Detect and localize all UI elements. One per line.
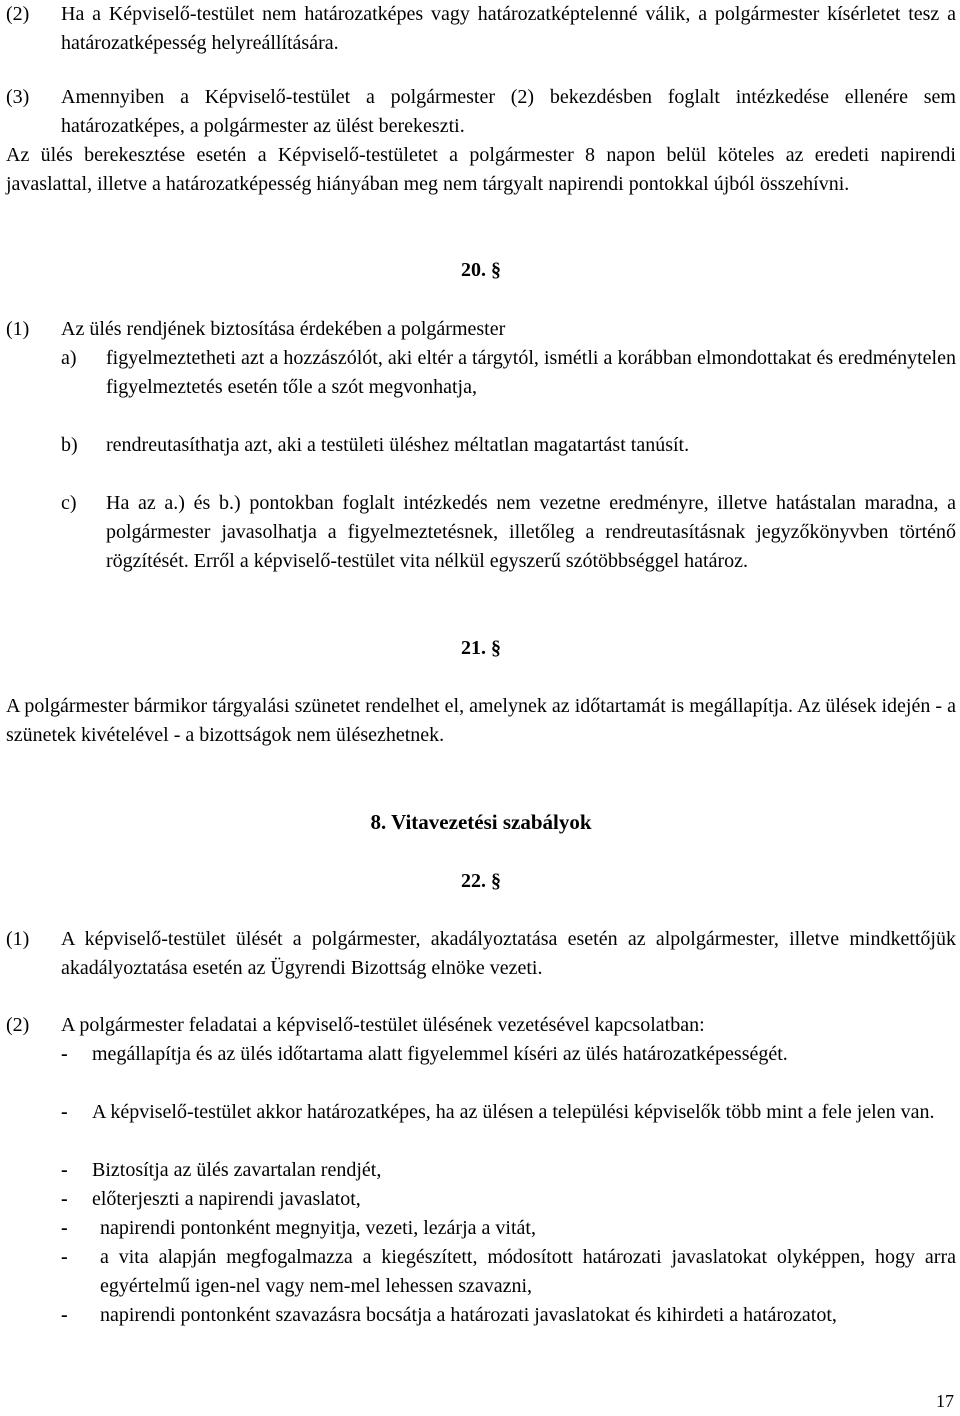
paragraph-number: (2) [6,3,30,25]
list-text: figyelmeztetheti azt a hozzászólót, aki eltér a tárgytól, ismétli a korábban elmondottakat és eredménytelen figyelmeztetés esetén tőle a szót megvonhatja, [106,347,956,398]
section-20-title [6,256,956,285]
dash-text: napirendi pontonként szavazásra bocsátja a határozati javaslatokat és kihirdeti a határozatot, [100,1304,837,1326]
dash-text: Biztosítja az ülés zavartalan rendjét, [92,1159,382,1181]
paragraph-number: (2) [6,1014,30,1036]
dash-item-5 [6,1214,956,1243]
chapter-8-heading [6,808,956,837]
dash-item-7 [6,1301,956,1330]
section-title: 20. § [461,259,501,281]
dash-text: a vita alapján megfogalmazza a kiegészített, módosított határozati javaslatokat olyképpen, hogy arra egyértelmű igen-nel vagy nem-mel lehessen szavazni, [100,1246,956,1297]
list-item-a [6,344,956,402]
paragraph-text: Ha a Képviselő-testület nem határozatképes vagy határozatképtelenné válik, a polgármester kísérletet tesz a határozatképesség helyreállítására. [61,3,956,54]
dash-bullet: - [61,1304,68,1326]
dash-item-6 [6,1243,956,1301]
dash-bullet: - [61,1101,68,1123]
list-text: rendreutasíthatja azt, aki a testületi üléshez méltatlan magatartást tanúsít. [106,434,690,456]
dash-text-content: A képviselő-testület akkor határozatképes, ha az ülésen a települési képviselők több mint a fele jelen van. [92,1101,935,1123]
dash-bullet: - [61,1246,68,1268]
paragraph-number: (1) [6,318,30,340]
section-22-paragraph-1 [6,925,956,983]
paragraph-number: (3) [6,86,30,108]
dash-item-3 [6,1156,956,1185]
paragraph-text [6,141,956,199]
chapter-heading: 8. Vitavezetési szabályok [370,810,592,834]
paragraph-19-2 [6,0,956,58]
list-text: Ha az a.) és b.) pontokban foglalt intézkedés nem vezetne eredményre, illetve hatástalan maradna, a polgármester javasolhatja a figyelmeztetésnek, illetőleg a rendreutasításnak jegyzőkönyvben történő rögzítését. Erről a képviselő-testület vita nélkül egyszerű szótöbbséggel határoz. [106,492,956,572]
paragraph-text: A képviselő-testület ülését a polgármester, akadályoztatása esetén az alpolgármester, illetve mindkettőjük akadályoztatása esetén az Ügyrendi Bizottság elnöke vezeti. [61,928,956,979]
paragraph-text: Amennyiben a Képviselő-testület a polgármester (2) bekezdésben foglalt intézkedése ellenére sem határozatképes, a polgármester az ülést berekeszti. [61,86,956,137]
paragraph-19-3-continuation [6,141,956,199]
paragraph-text: A polgármester bármikor tárgyalási szünetet rendelhet el, amelynek az időtartamát is megállapítja. Az ülések idején - a szünetek kivételével - a bizottságok nem ülésezhetnek. [6,695,956,746]
page-number: 17 [936,1391,954,1411]
section-20-paragraph-1 [6,315,956,344]
list-item-c [6,489,956,576]
dash-item-2 [6,1098,956,1127]
dash-bullet: - [61,1159,68,1181]
list-item-b [6,431,956,460]
paragraph-19-3 [6,83,956,141]
dash-text: előterjeszti a napirendi javaslatot, [92,1188,361,1210]
dash-text: megállapítja és az ülés időtartama alatt figyelemmel kíséri az ülés határozatképességét. [92,1043,788,1065]
dash-bullet: - [61,1217,68,1239]
list-letter: a) [61,347,77,369]
section-22-paragraph-2 [6,1011,956,1040]
paragraph-intro: Az ülés rendjének biztosítása érdekében a polgármester [61,318,506,340]
dash-text [92,1098,956,1127]
dash-item-4 [6,1185,956,1214]
paragraph-intro: A polgármester feladatai a képviselő-testület ülésének vezetésével kapcsolatban: [61,1014,705,1036]
list-letter: c) [61,492,77,514]
section-21-text [6,692,956,750]
section-title: 22. § [461,870,501,892]
section-title: 21. § [461,637,501,659]
dash-bullet: - [61,1043,68,1065]
section-22-title [6,867,956,896]
paragraph-number: (1) [6,928,30,950]
section-21-title [6,634,956,663]
dash-text: napirendi pontonként megnyitja, vezeti, lezárja a vitát, [100,1217,536,1239]
list-letter: b) [61,434,78,456]
continuation-text: Az ülés berekesztése esetén a Képviselő-testületet a polgármester 8 napon belül köteles az eredeti napirendi javaslattal, illetve a határozatképesség hiányában meg nem tárgyalt napirendi pontokkal újból összehívni. [6,144,956,195]
dash-item-1 [6,1040,956,1069]
dash-bullet: - [61,1188,68,1210]
